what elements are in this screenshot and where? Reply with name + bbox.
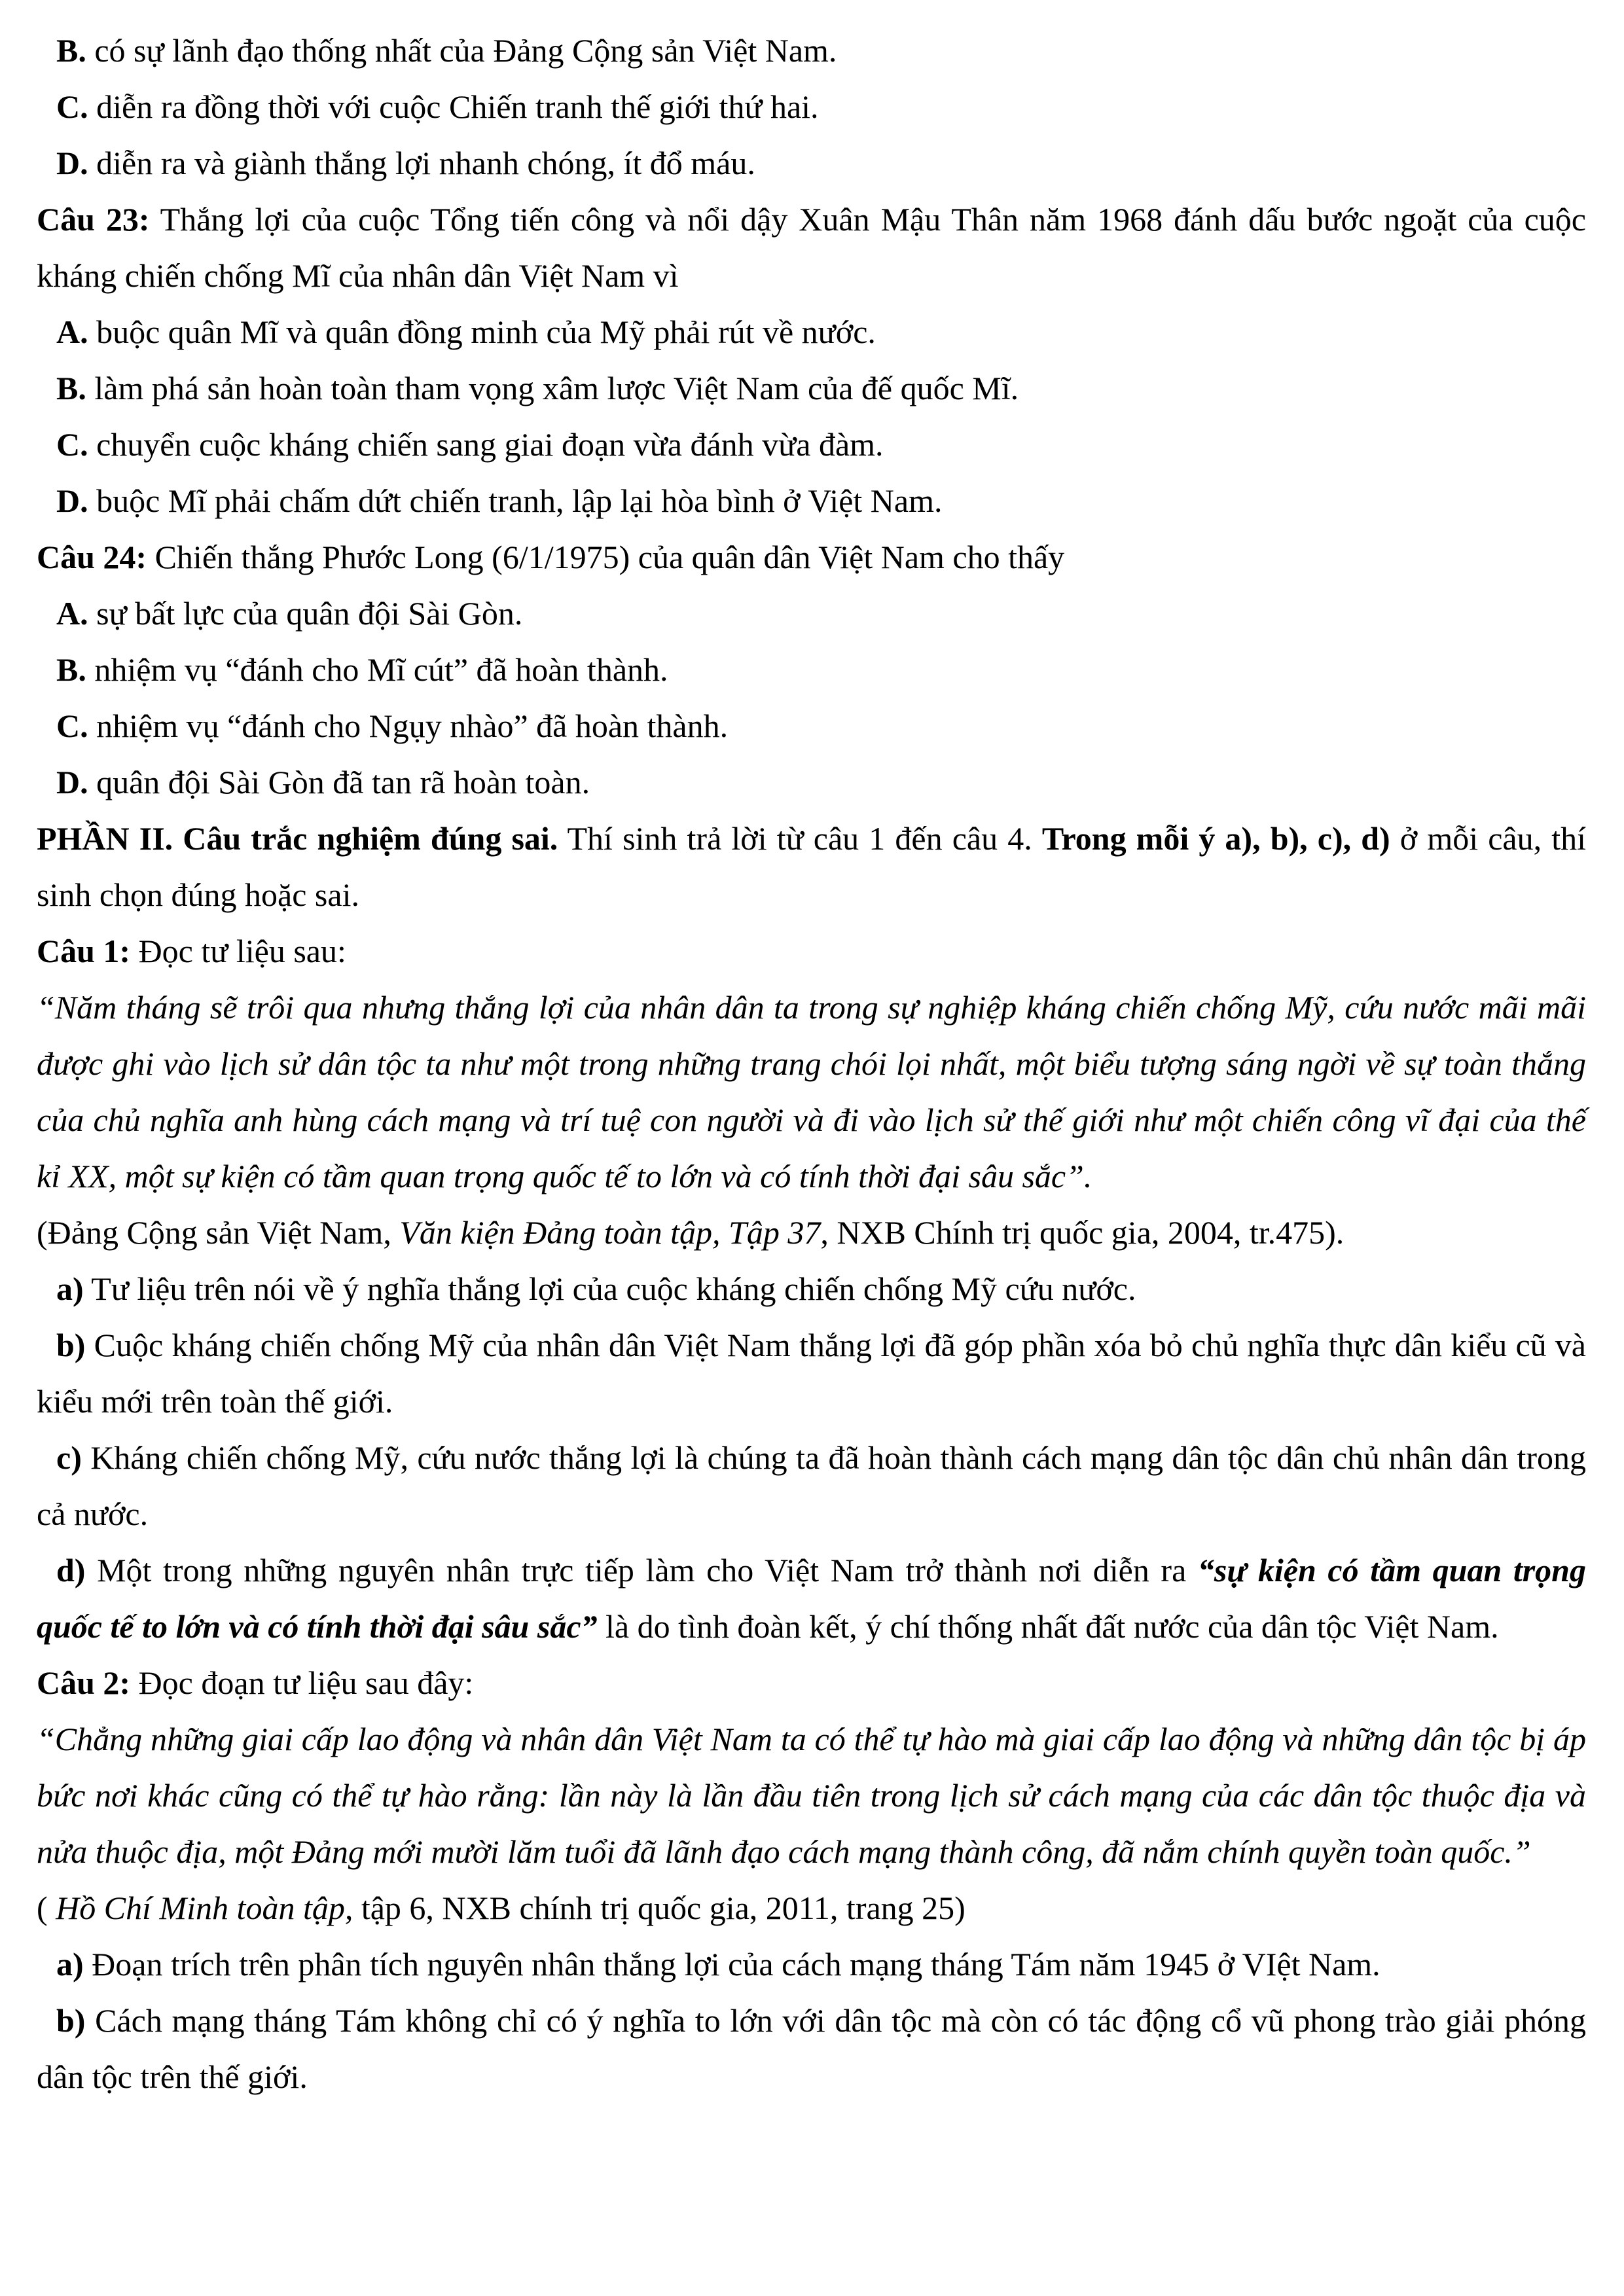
text-run: “Năm tháng sẽ trôi qua nhưng thắng lợi của nhân dân ta trong sự nghiệp kháng chiến chống Mỹ, cứu nước mãi mãi được ghi vào lịch sử dân tộc ta như một trong những trang chói lọi nhất, một biểu tượng sáng ngời về sự toàn thắng của chủ nghĩa anh hùng cách mạng và trí tuệ con người và đi vào lịch sử thế giới như một chiến công vĩ đại của thế kỉ XX, một sự kiện có tầm quan trọng quốc tế to lớn và có tính thời đại sâu sắc”. — [37, 989, 1586, 1194]
text-run: diễn ra và giành thắng lợi nhanh chóng, ít đổ máu. — [88, 145, 755, 181]
text-run: Kháng chiến chống Mỹ, cứu nước thắng lợi là chúng ta đã hoàn thành cách mạng dân tộc dân chủ nhân dân trong cả nước. — [37, 1439, 1586, 1532]
text-run: ở mỗi câu, thí sinh chọn đúng hoặc sai. — [37, 820, 1587, 913]
text-run: a) — [56, 1946, 84, 1982]
paragraph-question — [37, 1655, 1586, 1711]
text-run: Câu 23: — [37, 201, 150, 238]
paragraph-item — [37, 1542, 1586, 1655]
paragraph-option — [37, 304, 1586, 360]
text-run: sự bất lực của quân đội Sài Gòn. — [88, 595, 523, 632]
paragraph-option — [37, 360, 1586, 416]
text-run: Một trong những nguyên nhân trực tiếp làm cho Việt Nam trở thành nơi diễn ra — [85, 1552, 1198, 1588]
text-run: ( — [37, 1890, 56, 1926]
text-run: là do tình đoàn kết, ý chí thống nhất đất nước của dân tộc Việt Nam. — [597, 1608, 1499, 1645]
text-run: Đoạn trích trên phân tích nguyên nhân thắng lợi của cách mạng tháng Tám năm 1945 ở VIệt Nam. — [83, 1946, 1380, 1982]
text-run: B. — [56, 651, 86, 688]
text-run: diễn ra đồng thời với cuộc Chiến tranh thế giới thứ hai. — [88, 88, 819, 125]
text-run: có sự lãnh đạo thống nhất của Đảng Cộng sản Việt Nam. — [86, 32, 837, 69]
paragraph-option — [37, 79, 1586, 135]
text-run: quân đội Sài Gòn đã tan rã hoàn toàn. — [88, 764, 590, 800]
text-run: PHẦN II. Câu trắc nghiệm đúng sai. — [37, 820, 558, 857]
document-content — [37, 22, 1586, 2105]
text-run: Đọc tư liệu sau: — [130, 933, 346, 969]
paragraph-option — [37, 585, 1586, 641]
text-run: D. — [56, 764, 88, 800]
text-run: B. — [56, 32, 86, 69]
paragraph-quote — [37, 1711, 1586, 1880]
paragraph-option — [37, 754, 1586, 810]
text-run: Thí sinh trả lời từ câu 1 đến câu 4. — [558, 820, 1042, 857]
text-run: Văn kiện Đảng toàn tập, Tập 37 — [399, 1214, 821, 1251]
text-run: d) — [56, 1552, 86, 1588]
text-run: Tư liệu trên nói về ý nghĩa thắng lợi của cuộc kháng chiến chống Mỹ cứu nước. — [83, 1270, 1136, 1307]
text-run: b) — [56, 1327, 86, 1363]
text-run: làm phá sản hoàn toàn tham vọng xâm lược Việt Nam của đế quốc Mĩ. — [86, 370, 1019, 406]
text-run: C. — [56, 88, 88, 125]
paragraph-source — [37, 1204, 1586, 1261]
text-run: C. — [56, 708, 88, 744]
paragraph-item — [37, 1317, 1586, 1429]
paragraph-option — [37, 22, 1586, 79]
text-run: , NXB Chính trị quốc gia, 2004, tr.475). — [820, 1214, 1344, 1251]
text-run: A. — [56, 595, 88, 632]
text-run: nhiệm vụ “đánh cho Mĩ cút” đã hoàn thành. — [86, 651, 668, 688]
text-run: B. — [56, 370, 86, 406]
paragraph-question — [37, 191, 1586, 304]
text-run: nhiệm vụ “đánh cho Ngụy nhào” đã hoàn thành. — [88, 708, 729, 744]
text-run: Chiến thắng Phước Long (6/1/1975) của quân dân Việt Nam cho thấy — [147, 539, 1065, 575]
paragraph-item — [37, 1992, 1586, 2105]
text-run: A. — [56, 314, 88, 350]
paragraph-question — [37, 529, 1586, 585]
paragraph-option — [37, 416, 1586, 473]
text-run: Câu 2: — [37, 1664, 131, 1701]
text-run: tập 6, NXB chính trị quốc gia, 2011, trang 25) — [353, 1890, 965, 1926]
paragraph-quote — [37, 979, 1586, 1204]
text-run: buộc Mĩ phải chấm dứt chiến tranh, lập lại hòa bình ở Việt Nam. — [88, 482, 943, 519]
text-run: Trong mỗi ý a), b), c), d) — [1041, 820, 1390, 857]
paragraph-option — [37, 641, 1586, 698]
text-run: c) — [56, 1439, 82, 1476]
text-run: buộc quân Mĩ và quân đồng minh của Mỹ phải rút về nước. — [88, 314, 876, 350]
text-run: (Đảng Cộng sản Việt Nam, — [37, 1214, 400, 1251]
paragraph-option — [37, 473, 1586, 529]
text-run: Câu 24: — [37, 539, 147, 575]
paragraph-option — [37, 698, 1586, 754]
paragraph-question — [37, 923, 1586, 979]
text-run: Đọc đoạn tư liệu sau đây: — [130, 1664, 474, 1701]
text-run: Cuộc kháng chiến chống Mỹ của nhân dân Việt Nam thắng lợi đã góp phần xóa bỏ chủ nghĩa thực dân kiểu cũ và kiểu mới trên toàn thế giới. — [37, 1327, 1586, 1420]
paragraph-source — [37, 1880, 1586, 1936]
text-run: Hồ Chí Minh toàn tập, — [56, 1890, 353, 1926]
paragraph-option — [37, 135, 1586, 191]
text-run: a) — [56, 1270, 84, 1307]
text-run: D. — [56, 482, 88, 519]
text-run: Thắng lợi của cuộc Tổng tiến công và nổi dậy Xuân Mậu Thân năm 1968 đánh dấu bước ngoặt của cuộc kháng chiến chống Mĩ của nhân dân Việt Nam vì — [37, 201, 1586, 294]
text-run: D. — [56, 145, 88, 181]
text-run: C. — [56, 426, 88, 463]
text-run: “sự kiện có tầm quan trọng quốc tế to lớn và có tính thời đại sâu sắc” — [37, 1552, 1586, 1645]
paragraph-item — [37, 1261, 1586, 1317]
paragraph-question — [37, 810, 1586, 923]
paragraph-item — [37, 1429, 1586, 1542]
text-run: “Chẳng những giai cấp lao động và nhân dân Việt Nam ta có thể tự hào mà giai cấp lao động và những dân tộc bị áp bức nơi khác cũng có thể tự hào rằng: lần này là lần đầu tiên trong lịch sử cách mạng của các dân tộc thuộc địa và nửa thuộc địa, một Đảng mới mười lăm tuổi đã lãnh đạo cách mạng thành công, đã nắm chính quyền toàn quốc.” — [37, 1721, 1586, 1870]
text-run: b) — [56, 2002, 86, 2039]
text-run: chuyển cuộc kháng chiến sang giai đoạn vừa đánh vừa đàm. — [88, 426, 884, 463]
text-run: Câu 1: — [37, 933, 131, 969]
paragraph-item — [37, 1936, 1586, 1992]
text-run: Cách mạng tháng Tám không chỉ có ý nghĩa to lớn với dân tộc mà còn có tác động cổ vũ phong trào giải phóng dân tộc trên thế giới. — [37, 2002, 1586, 2095]
